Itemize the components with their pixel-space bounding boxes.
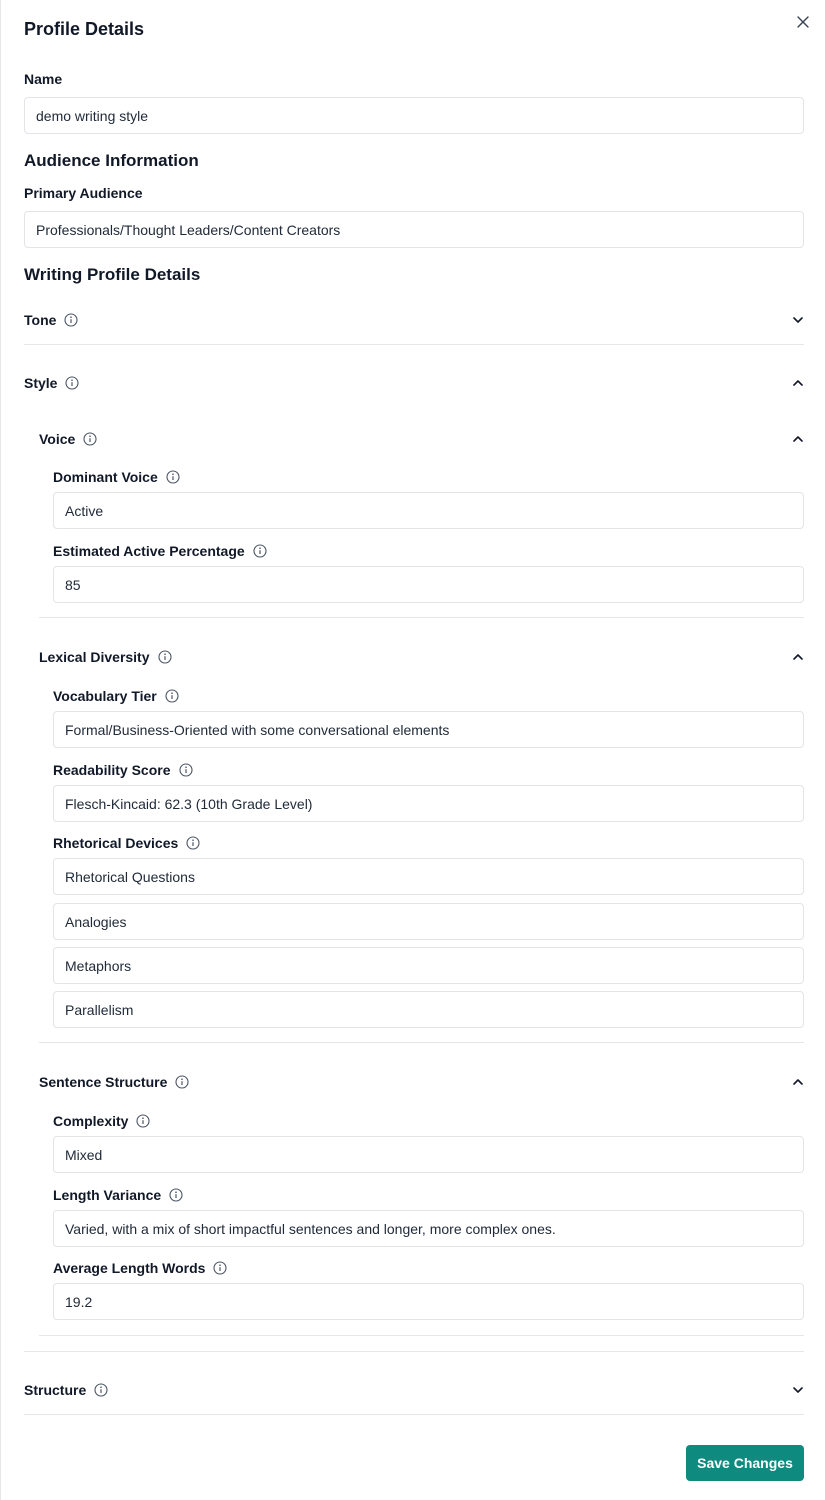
divider xyxy=(39,1335,804,1336)
lexical-diversity-label xyxy=(39,648,172,666)
chevron-down-icon[interactable] xyxy=(792,1384,804,1396)
divider xyxy=(24,344,804,345)
active-percentage-label xyxy=(53,542,267,560)
info-icon[interactable] xyxy=(166,470,180,484)
writing-profile-heading: Writing Profile Details xyxy=(24,265,201,284)
tone-accordion-header[interactable] xyxy=(24,309,804,331)
vocabulary-tier-label-text: Vocabulary Tier xyxy=(53,688,157,704)
chevron-up-icon[interactable] xyxy=(792,1076,804,1088)
voice-label xyxy=(39,430,97,448)
average-length-label xyxy=(53,1259,227,1277)
name-label-text: Name xyxy=(24,71,63,87)
tone-label xyxy=(24,311,78,329)
info-icon[interactable] xyxy=(64,313,78,327)
sentence-structure-label xyxy=(39,1073,189,1091)
info-icon[interactable] xyxy=(136,1114,150,1128)
chevron-up-icon[interactable] xyxy=(792,651,804,663)
lexical-diversity-accordion-header[interactable] xyxy=(39,646,804,668)
dominant-voice-label-text: Dominant Voice xyxy=(53,469,158,485)
complexity-label-text: Complexity xyxy=(53,1113,129,1129)
close-button[interactable] xyxy=(791,10,815,34)
close-icon xyxy=(797,16,809,28)
info-icon[interactable] xyxy=(169,1188,183,1202)
info-icon[interactable] xyxy=(253,544,267,558)
divider xyxy=(39,1042,804,1043)
average-length-input[interactable] xyxy=(53,1283,804,1320)
length-variance-label xyxy=(53,1186,183,1204)
dominant-voice-label xyxy=(53,468,180,486)
tone-label-text: Tone xyxy=(24,312,57,328)
sentence-structure-accordion-header[interactable] xyxy=(39,1071,804,1093)
active-percentage-input[interactable] xyxy=(53,566,804,603)
voice-label-text: Voice xyxy=(39,431,76,447)
divider xyxy=(39,617,804,618)
info-icon[interactable] xyxy=(213,1261,227,1275)
vocabulary-tier-input[interactable] xyxy=(53,711,804,748)
primary-audience-label xyxy=(24,184,143,202)
audience-heading: Audience Information xyxy=(24,151,199,170)
info-icon[interactable] xyxy=(83,432,97,446)
divider xyxy=(24,1414,804,1415)
readability-score-label-text: Readability Score xyxy=(53,762,171,778)
rhetorical-device-input[interactable] xyxy=(53,858,804,895)
structure-label-text: Structure xyxy=(24,1382,87,1398)
name-label xyxy=(24,70,62,88)
vocabulary-tier-label xyxy=(53,687,179,705)
rhetorical-devices-label xyxy=(53,834,200,852)
readability-score-input[interactable] xyxy=(53,785,804,822)
structure-label xyxy=(24,1381,108,1399)
complexity-input[interactable] xyxy=(53,1136,804,1173)
length-variance-label-text: Length Variance xyxy=(53,1187,162,1203)
name-input[interactable] xyxy=(24,97,804,134)
complexity-label xyxy=(53,1112,150,1130)
page-title: Profile Details xyxy=(24,19,145,39)
info-icon[interactable] xyxy=(94,1383,108,1397)
chevron-down-icon[interactable] xyxy=(792,314,804,326)
structure-accordion-header[interactable] xyxy=(24,1379,804,1401)
average-length-label-text: Average Length Words xyxy=(53,1260,206,1276)
info-icon[interactable] xyxy=(65,376,79,390)
rhetorical-device-input[interactable] xyxy=(53,903,804,940)
save-changes-button[interactable]: Save Changes xyxy=(686,1445,804,1481)
active-percentage-label-text: Estimated Active Percentage xyxy=(53,543,245,559)
chevron-up-icon[interactable] xyxy=(792,433,804,445)
rhetorical-device-input[interactable] xyxy=(53,947,804,984)
style-accordion-header[interactable] xyxy=(24,372,804,394)
rhetorical-device-input[interactable] xyxy=(53,991,804,1028)
info-icon[interactable] xyxy=(158,650,172,664)
style-label xyxy=(24,374,79,392)
sentence-structure-label-text: Sentence Structure xyxy=(39,1074,168,1090)
info-icon[interactable] xyxy=(175,1075,189,1089)
info-icon[interactable] xyxy=(165,689,179,703)
length-variance-input[interactable] xyxy=(53,1210,804,1247)
info-icon[interactable] xyxy=(186,836,200,850)
style-label-text: Style xyxy=(24,375,58,391)
info-icon[interactable] xyxy=(179,763,193,777)
lexical-diversity-label-text: Lexical Diversity xyxy=(39,649,150,665)
divider xyxy=(24,1351,804,1352)
readability-score-label xyxy=(53,761,193,779)
rhetorical-devices-label-text: Rhetorical Devices xyxy=(53,835,179,851)
primary-audience-input[interactable] xyxy=(24,211,804,248)
chevron-up-icon[interactable] xyxy=(792,377,804,389)
dominant-voice-input[interactable] xyxy=(53,492,804,529)
voice-accordion-header[interactable] xyxy=(39,428,804,450)
primary-audience-label-text: Primary Audience xyxy=(24,185,143,201)
